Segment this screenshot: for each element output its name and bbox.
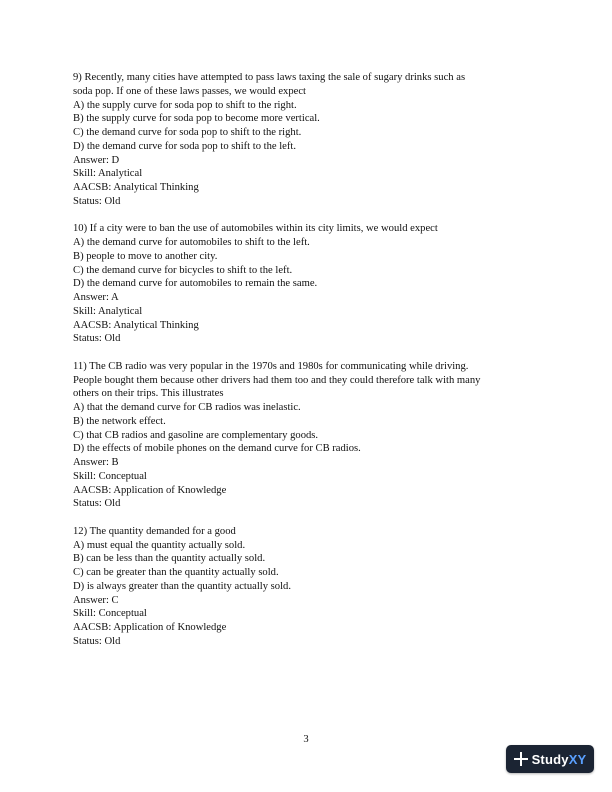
option-b: B) people to move to another city. — [73, 250, 218, 262]
skill: Skill: Analytical — [73, 168, 143, 180]
studyxy-badge[interactable] — [506, 745, 594, 773]
option-d: D) the effects of mobile phones on the demand curve for CB radios. — [73, 443, 361, 455]
skill: Skill: Conceptual — [73, 608, 147, 620]
option-c: C) the demand curve for soda pop to shift to the right. — [73, 127, 302, 138]
question-stem-line: others on their trips. This illustrates — [73, 388, 224, 400]
question-stem-line: 9) Recently, many cities have attempted to pass laws taxing the sale of sugary drinks such as — [73, 72, 466, 83]
option-d: D) is always greater than the quantity actually sold. — [73, 580, 291, 592]
badge-text-xy: XY — [568, 751, 587, 767]
option-a: A) the supply curve for soda pop to shift to the right. — [73, 99, 297, 111]
question-11 — [73, 360, 553, 511]
document-body — [73, 71, 553, 662]
aacsb: AACSB: Analytical Thinking — [73, 182, 199, 193]
answer: Answer: A — [73, 292, 119, 303]
question-12 — [73, 525, 553, 649]
question-stem-line: 12) The quantity demanded for a good — [73, 525, 236, 537]
status: Status: Old — [73, 498, 121, 510]
option-c: C) the demand curve for bicycles to shift to the left. — [73, 264, 293, 276]
skill: Skill: Analytical — [73, 305, 143, 317]
status: Status: Old — [73, 333, 121, 345]
answer: Answer: C — [73, 594, 119, 606]
answer: Answer: B — [73, 457, 119, 468]
option-c: C) that CB radios and gasoline are complementary goods. — [73, 429, 319, 441]
option-b: B) the network effect. — [73, 415, 166, 427]
option-b: B) can be less than the quantity actually sold. — [73, 553, 266, 565]
skill: Skill: Conceptual — [73, 470, 147, 482]
question-stem-line: 10) If a city were to ban the use of automobiles within its city limits, we would expect — [73, 223, 438, 235]
badge-text-study: Study — [531, 751, 569, 767]
option-a: A) must equal the quantity actually sold. — [73, 539, 246, 551]
option-d: D) the demand curve for automobiles to remain the same. — [73, 278, 318, 290]
question-9 — [73, 71, 553, 209]
question-stem-line: People bought them because other drivers had them too and they could therefore talk with many — [73, 374, 481, 386]
status: Status: Old — [73, 195, 121, 207]
aacsb: AACSB: Analytical Thinking — [73, 319, 199, 331]
question-stem-line: 11) The CB radio was very popular in the 1970s and 1980s for communicating while driving. — [73, 360, 469, 372]
option-c: C) can be greater than the quantity actually sold. — [73, 567, 279, 578]
option-b: B) the supply curve for soda pop to become more vertical. — [73, 113, 320, 125]
option-a: A) that the demand curve for CB radios was inelastic. — [73, 402, 301, 413]
option-d: D) the demand curve for soda pop to shift to the left. — [73, 140, 296, 152]
option-a: A) the demand curve for automobiles to shift to the left. — [73, 237, 310, 248]
plus-icon — [514, 752, 532, 766]
answer: Answer: D — [73, 154, 120, 166]
aacsb: AACSB: Application of Knowledge — [73, 622, 227, 633]
status: Status: Old — [73, 635, 121, 647]
question-10 — [73, 222, 553, 346]
page-number: 3 — [303, 734, 309, 745]
question-stem-line: soda pop. If one of these laws passes, we would expect — [73, 85, 307, 97]
aacsb: AACSB: Application of Knowledge — [73, 484, 227, 496]
